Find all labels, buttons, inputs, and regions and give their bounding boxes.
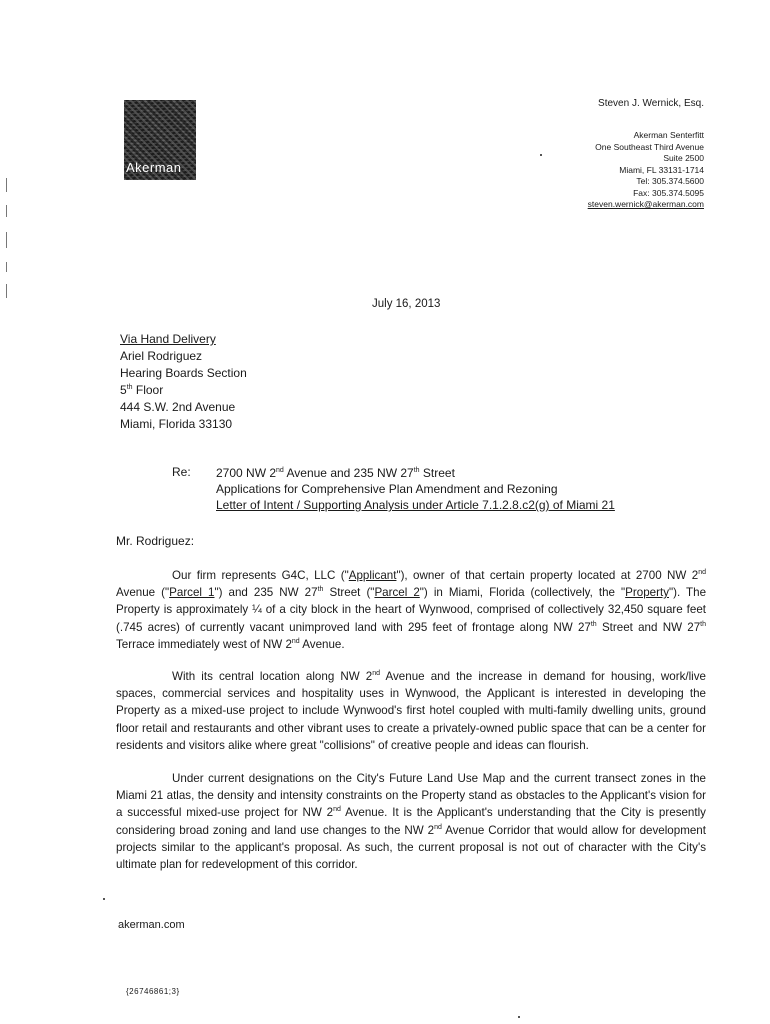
subject-line-1: 2700 NW 2nd Avenue and 235 NW 27th Street: [216, 466, 455, 480]
scan-speck: [103, 898, 105, 900]
subject-line-3: Letter of Intent / Supporting Analysis under Article 7.1.2.8.c2(g) of Miami 21: [216, 498, 615, 512]
scan-speck: [518, 1016, 520, 1018]
margin-mark: [6, 262, 7, 272]
salutation: Mr. Rodriguez:: [116, 534, 195, 548]
recipient-street: 444 S.W. 2nd Avenue: [120, 400, 236, 414]
subject-line-2: Applications for Comprehensive Plan Amendment and Rezoning: [216, 482, 558, 496]
margin-mark: [6, 232, 7, 248]
margin-mark: [6, 178, 7, 192]
body-paragraph-2: With its central location along NW 2nd Avenue and the increase in demand for housing, work/live spaces, commercial services and hospitality uses in Wynwood, the Applicant is interested in developing the Property as a mixed-use project to include Wynwood's first hotel coupled with multi-family dwelling units, ground floor retail and restaurants and other vibrant uses to create a privately-owned public space that can be a center for residents and visitors alike where great "collisions" of creative people and ideas can flourish.: [116, 670, 707, 752]
recipient-address: [120, 331, 247, 433]
body-paragraph-1: Our firm represents G4C, LLC ("Applicant"), owner of that certain property located at 2700 NW 2nd Avenue ("Parcel 1") and 235 NW 27th Street ("Parcel 2") in Miami, Florida (collectively, the "Property"). The Property is approximately ¼ of a city block in the heart of Wynwood, comprised of collectively 32,450 square feet (.745 acres) of currently vacant unimproved land with 295 feet of frontage along NW 27th Street and NW 27th Terrace immediately west of NW 2nd Avenue.: [116, 569, 707, 651]
body-paragraph-3: Under current designations on the City's Future Land Use Map and the current transect zones in the Miami 21 atlas, the density and intensity constraints on the Property stand as obstacles to the Applicant's vision for a successful mixed-use project for NW 2nd Avenue. It is the Applicant's understanding that the City is presently considering broad zoning and land use changes to the NW 2nd Avenue Corridor that would allow for development projects similar to the applicant's proposal. As such, the current proposal is not out of character with the City's ultimate plan for redevelopment of this corridor.: [116, 772, 706, 872]
sender-name: Steven J. Wernick, Esq.: [598, 98, 704, 109]
sender-city: Miami, FL 33131-1714: [619, 164, 704, 175]
recipient-department: Hearing Boards Section: [120, 366, 247, 380]
scan-speck: [540, 154, 542, 156]
recipient-name: Ariel Rodriguez: [120, 349, 203, 363]
margin-mark: [6, 205, 7, 217]
margin-mark: [6, 284, 7, 298]
letter-date: July 16, 2013: [372, 298, 441, 310]
sender-suite: Suite 2500: [663, 153, 704, 163]
recipient-city: Miami, Florida 33130: [120, 417, 233, 431]
akerman-logo: [124, 100, 196, 180]
footer-website: akerman.com: [118, 919, 185, 931]
sender-firm: Akerman Senterfitt: [633, 130, 704, 140]
sender-address: One Southeast Third Avenue: [595, 141, 704, 152]
recipient-floor: 5th Floor: [120, 383, 164, 397]
delivery-method: Via Hand Delivery: [120, 332, 216, 346]
sender-fax: Fax: 305.374.5095: [633, 187, 704, 198]
re-label: Re:: [172, 465, 191, 479]
sender-tel: Tel: 305.374.5600: [636, 176, 704, 186]
sender-contact-block: [588, 130, 704, 211]
document-code: {26746861;3}: [126, 987, 180, 996]
logo-text: Akerman: [126, 160, 182, 175]
sender-email-link[interactable]: steven.wernick@akerman.com: [587, 199, 704, 209]
subject-block: [216, 465, 615, 513]
